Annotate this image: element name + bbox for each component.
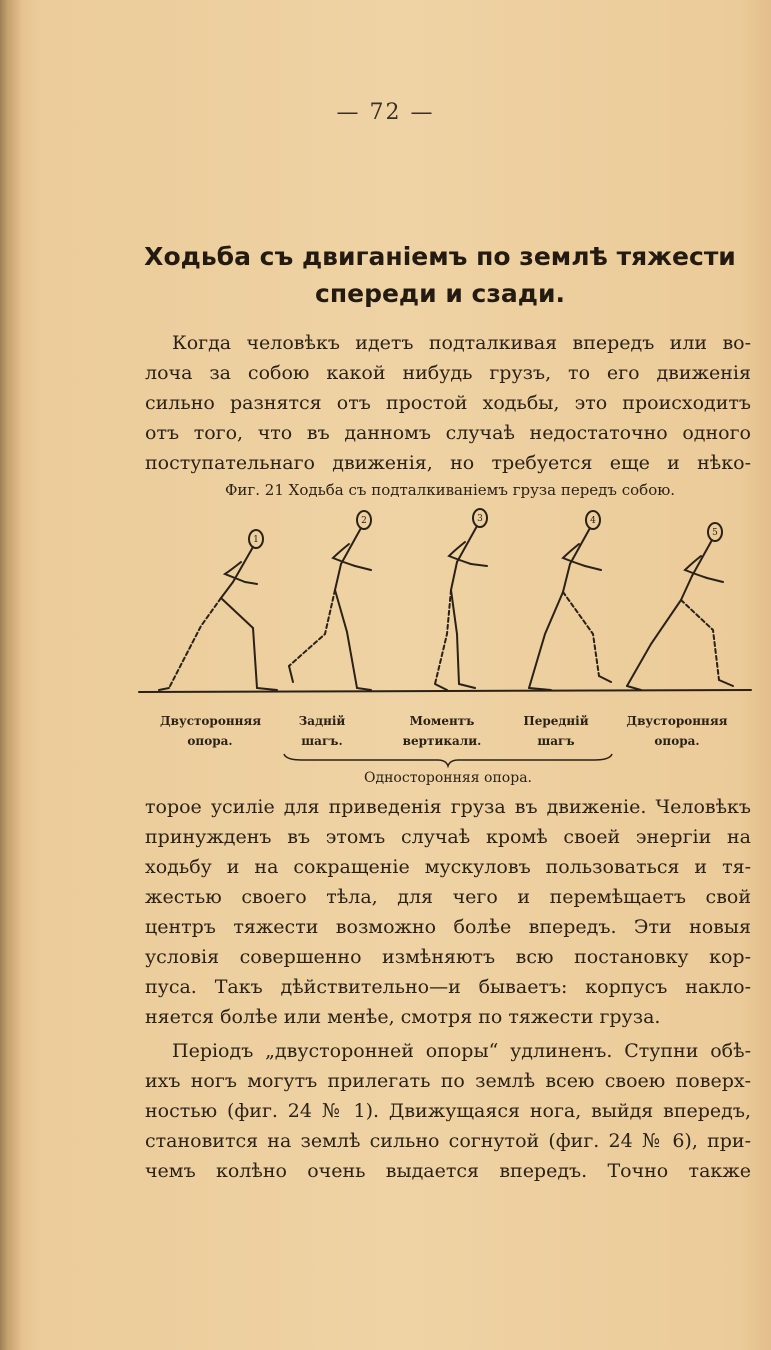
figure-number: 3 [477, 514, 483, 524]
text-line: пуса. Такъ дѣйствительно—и бываетъ: корпусъ накло- [145, 976, 751, 998]
walking-figure-4 [529, 511, 611, 690]
text-line: жестью своего тѣла, для чего и перемѣщаетъ свой [145, 886, 751, 908]
text-line: поступательнаго движенія, но требуется еще и нѣко- [145, 452, 751, 474]
walking-figure-5 [627, 523, 733, 690]
walking-figure-3 [435, 509, 487, 690]
text-line: ихъ ногъ могутъ прилегать по землѣ всею своею поверх- [145, 1070, 751, 1092]
figure-label-vertical-moment: Моментъ вертикали. [402, 714, 482, 748]
walking-figure-1 [159, 530, 277, 690]
figure-number: 1 [253, 535, 259, 545]
figure-label-double-support-1: Двусторонняя опора. [160, 714, 262, 748]
text-line: лоча за собою какой нибудь грузъ, то его движенія [145, 362, 751, 384]
page-number: — 72 — [336, 100, 435, 125]
walking-figure-2 [289, 511, 371, 690]
single-support-brace [282, 750, 614, 770]
text-line: Періодъ „двусторонней опоры“ удлиненъ. Ступни обѣ- [172, 1040, 751, 1062]
figure-label-double-support-2: Двусторонняя опора. [626, 714, 728, 748]
single-support-label: Односторонняя опора. [364, 770, 532, 786]
text-line: сильно разнятся отъ простой ходьбы, это происходитъ [145, 392, 751, 414]
text-line: становится на землѣ сильно согнутой (фиг. 24 № 6), при- [145, 1130, 751, 1152]
text-line: принужденъ въ этомъ случаѣ кромѣ своей энергіи на [145, 826, 751, 848]
text-line: Когда человѣкъ идетъ подталкивая впередъ или во- [172, 332, 751, 354]
walking-figure-illustration [135, 500, 755, 710]
text-line: ностью (фиг. 24 № 1). Движущаяся нога, выйдя впередъ, [145, 1100, 751, 1122]
text-line: торое усилie для приведенія груза въ движеніе. Человѣкъ [145, 796, 751, 818]
figure-label-front-step: Переднiй шагъ [523, 714, 589, 748]
figure-number: 5 [712, 528, 718, 538]
page-binding-shadow [0, 0, 22, 1350]
figure-label-back-step: Заднiй шагъ. [298, 714, 346, 748]
ground-line [139, 690, 751, 692]
text-line: чемъ колѣно очень выдается впередъ. Точно также [145, 1160, 751, 1182]
section-heading-line-2: спереди и сзади. [315, 279, 565, 308]
text-line: ходьбу и на сокращеніе мускуловъ пользоваться и тя- [145, 856, 751, 878]
figure-number: 2 [361, 516, 367, 526]
figure-caption: Фиг. 21 Ходьба съ подталкиваніемъ груза передъ собою. [224, 481, 676, 499]
text-line: условія совершенно измѣняютъ всю постановку кор- [145, 946, 751, 968]
section-heading-line-1: Ходьба съ двиганіемъ по землѣ тяжести [144, 242, 736, 271]
text-line: няется болѣе или менѣе, смотря по тяжести груза. [145, 1006, 661, 1028]
text-line: центръ тяжести возможно болѣе впередъ. Эти новыя [145, 916, 751, 938]
text-line: отъ того, что въ данномъ случаѣ недостаточно одного [145, 422, 751, 444]
figure-number: 4 [590, 516, 596, 526]
